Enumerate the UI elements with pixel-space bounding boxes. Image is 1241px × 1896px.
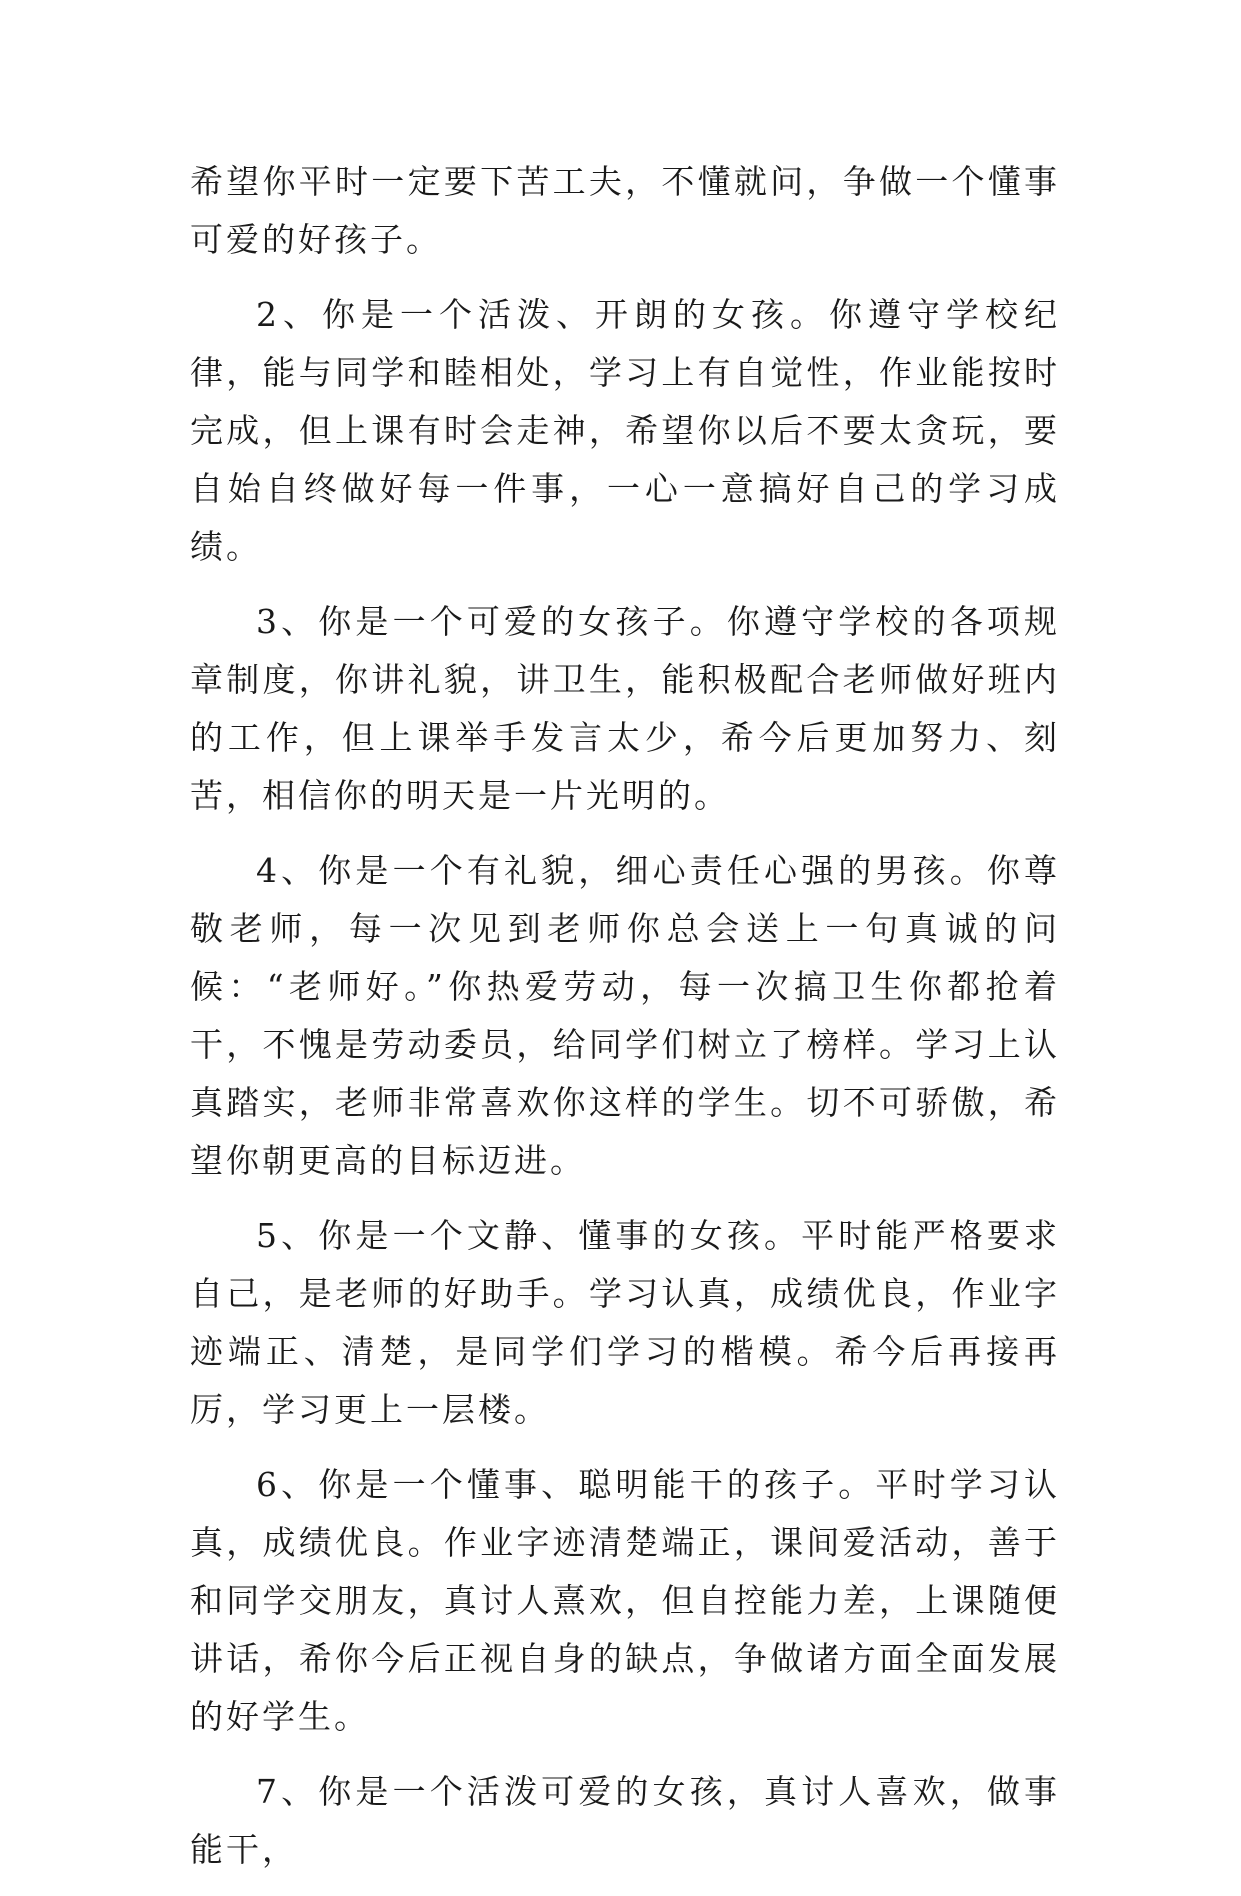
paragraph-comment-7: 7、你是一个活泼可爱的女孩，真讨人喜欢，做事能干， — [190, 1772, 1060, 1869]
paragraph-comment-6: 6、你是一个懂事、聪明能干的孩子。平时学习认真，成绩优良。作业字迹清楚端正，课间爱活动，善于和同学交朋友，真讨人熹欢，但自控能力差，上课随便讲话，希你今后正视自身的缺点，争做诸方面全面发展的好学生。 — [190, 1465, 1060, 1736]
paragraph-comment-4: 4、你是一个有礼貌，细心责任心强的男孩。你尊敬老师，每一次见到老师你总会送上一句真诚的问候：“老师好。”你热爱劳动，每一次搞卫生你都抢着干，不愧是劳动委员，给同学们树立了榜样。学习上认真踏实，老师非常喜欢你这样的学生。切不可骄傲，希望你朝更高的目标迈进。 — [190, 851, 1060, 1180]
paragraph-comment-3: 3、你是一个可爱的女孩子。你遵守学校的各项规章制度，你讲礼貌，讲卫生，能积极配合老师做好班内的工作，但上课举手发言太少，希今后更加努力、刻苦，相信你的明天是一片光明的。 — [190, 602, 1060, 815]
paragraph-continuation: 希望你平时一定要下苦工夫，不懂就问，争做一个懂事可爱的好孩子。 — [190, 162, 1060, 259]
paragraph-comment-5: 5、你是一个文静、懂事的女孩。平时能严格要求自己，是老师的好助手。学习认真，成绩优良，作业字迹端正、清楚，是同学们学习的楷模。希今后再接再厉，学习更上一层楼。 — [190, 1216, 1060, 1429]
document-body — [190, 153, 1060, 1896]
paragraph-comment-2: 2、你是一个活泼、开朗的女孩。你遵守学校纪律，能与同学和睦相处，学习上有自觉性，作业能按时完成，但上课有时会走神，希望你以后不要太贪玩，要自始自终做好每一件事，一心一意搞好自己的学习成绩。 — [190, 295, 1060, 566]
